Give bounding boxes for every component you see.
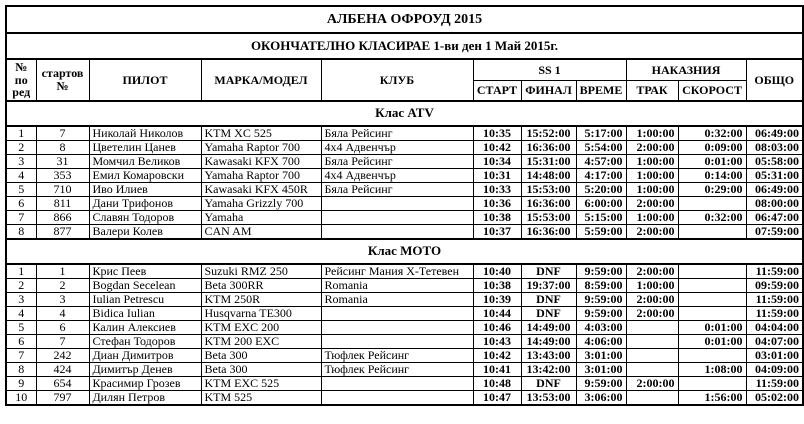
cell-ss1-start: 10:43 [473,334,521,348]
cell-club: Тюфлек Рейсинг [321,348,473,362]
cell-ss1-finish: DNF [521,264,576,279]
cell-club [321,390,473,405]
cell-start-number: 31 [36,154,89,168]
cell-pilot: Стефан Тодоров [89,334,201,348]
col-header-start: СТАРТ [473,80,521,100]
cell-ss1-finish: 15:53:00 [521,182,576,196]
table-row [6,348,803,362]
cell-ss1-time: 5:15:00 [576,210,626,224]
cell-ss1-finish: 13:53:00 [521,390,576,405]
cell-make-model: KTM 200 EXC [201,334,321,348]
cell-start-number: 866 [36,210,89,224]
cell-ss1-time: 9:59:00 [576,376,626,390]
cell-make-model: KTM 250R [201,292,321,306]
cell-make-model: Yamaha [201,210,321,224]
table-row [6,126,803,141]
cell-ss1-time: 4:57:00 [576,154,626,168]
col-header-track: ТРАК [626,80,678,100]
cell-start-number: 1 [36,264,89,279]
cell-position: 2 [6,278,36,292]
cell-penalty-track: 2:00:00 [626,196,678,210]
cell-total: 05:58:00 [746,154,803,168]
cell-club: 4x4 Адвенчър [321,140,473,154]
cell-ss1-time: 6:00:00 [576,196,626,210]
cell-ss1-time: 4:03:00 [576,320,626,334]
cell-position: 9 [6,376,36,390]
cell-penalty-track: 1:00:00 [626,278,678,292]
cell-club [321,196,473,210]
table-row [6,140,803,154]
cell-start-number: 710 [36,182,89,196]
cell-ss1-time: 5:17:00 [576,126,626,141]
col-header-position: № по ред [6,59,36,101]
cell-penalty-track [626,348,678,362]
cell-make-model: KTM 525 [201,390,321,405]
table-row [6,196,803,210]
table-row [6,278,803,292]
cell-ss1-start: 10:48 [473,376,521,390]
cell-start-number: 654 [36,376,89,390]
table-row [6,264,803,279]
cell-position: 8 [6,362,36,376]
cell-ss1-start: 10:31 [473,168,521,182]
cell-ss1-start: 10:34 [473,154,521,168]
results-table-body [6,101,803,405]
subtitle-row [6,33,803,59]
cell-make-model: KTM EXC 525 [201,376,321,390]
cell-total: 06:49:00 [746,126,803,141]
cell-pilot: Иво Илиев [89,182,201,196]
cell-pilot: Цветелин Цанев [89,140,201,154]
cell-ss1-start: 10:41 [473,362,521,376]
cell-pilot: Крис Пеев [89,264,201,279]
cell-total: 11:59:00 [746,306,803,320]
cell-club: Бяла Рейсинг [321,154,473,168]
cell-club: Тюфлек Рейсинг [321,362,473,376]
col-header-speed: СКОРОСТ [678,80,746,100]
table-row [6,210,803,224]
cell-total: 03:01:00 [746,348,803,362]
cell-make-model: Yamaha Raptor 700 [201,168,321,182]
cell-position: 5 [6,320,36,334]
cell-penalty-track: 1:00:00 [626,210,678,224]
table-row [6,362,803,376]
cell-penalty-speed: 0:01:00 [678,334,746,348]
table-row [6,182,803,196]
cell-ss1-start: 10:33 [473,182,521,196]
cell-start-number: 877 [36,224,89,239]
cell-penalty-track [626,334,678,348]
cell-ss1-time: 8:59:00 [576,278,626,292]
cell-penalty-track: 2:00:00 [626,224,678,239]
cell-club: 4x4 Адвенчър [321,168,473,182]
cell-ss1-finish: 15:31:00 [521,154,576,168]
cell-ss1-start: 10:37 [473,224,521,239]
cell-ss1-time: 5:20:00 [576,182,626,196]
cell-ss1-start: 10:38 [473,210,521,224]
cell-ss1-finish: DNF [521,292,576,306]
cell-make-model: Yamaha Raptor 700 [201,140,321,154]
cell-ss1-finish: 14:49:00 [521,320,576,334]
cell-ss1-start: 10:44 [473,306,521,320]
cell-total: 05:02:00 [746,390,803,405]
cell-penalty-speed [678,196,746,210]
cell-penalty-speed [678,224,746,239]
cell-total: 08:00:00 [746,196,803,210]
cell-ss1-finish: 14:49:00 [521,334,576,348]
table-row [6,292,803,306]
col-header-club: КЛУБ [321,59,473,101]
cell-ss1-finish: 16:36:00 [521,224,576,239]
cell-pilot: Момчил Великов [89,154,201,168]
cell-make-model: Yamaha Grizzly 700 [201,196,321,210]
cell-club [321,334,473,348]
cell-make-model: KTM XC 525 [201,126,321,141]
cell-total: 06:49:00 [746,182,803,196]
cell-make-model: Kawasaki KFX 700 [201,154,321,168]
cell-club [321,224,473,239]
class-section-title: Клас ATV [6,101,803,126]
cell-total: 11:59:00 [746,292,803,306]
cell-penalty-track: 2:00:00 [626,306,678,320]
cell-make-model: Suzuki RMZ 250 [201,264,321,279]
cell-ss1-start: 10:39 [473,292,521,306]
cell-position: 10 [6,390,36,405]
cell-ss1-time: 3:01:00 [576,362,626,376]
cell-make-model: Beta 300 [201,348,321,362]
cell-ss1-start: 10:47 [473,390,521,405]
cell-ss1-time: 9:59:00 [576,306,626,320]
cell-position: 5 [6,182,36,196]
cell-pilot: Диан Димитров [89,348,201,362]
cell-ss1-start: 10:46 [473,320,521,334]
cell-club: Бяла Рейсинг [321,126,473,141]
cell-total: 11:59:00 [746,376,803,390]
cell-penalty-speed: 0:32:00 [678,126,746,141]
cell-ss1-finish: 13:42:00 [521,362,576,376]
cell-penalty-speed: 0:14:00 [678,168,746,182]
class-section-row [6,239,803,264]
cell-club [321,210,473,224]
cell-pilot: Валери Колев [89,224,201,239]
cell-total: 06:47:00 [746,210,803,224]
cell-position: 3 [6,292,36,306]
cell-ss1-start: 10:42 [473,348,521,362]
cell-club [321,306,473,320]
cell-make-model: Husqvarna TE300 [201,306,321,320]
table-row [6,334,803,348]
cell-ss1-finish: 14:48:00 [521,168,576,182]
table-row [6,376,803,390]
cell-penalty-speed [678,306,746,320]
col-group-penalties: НАКАЗНИЯ [626,59,746,80]
title-row [6,6,803,33]
cell-penalty-track: 1:00:00 [626,126,678,141]
cell-penalty-track: 2:00:00 [626,140,678,154]
cell-make-model: CAN AM [201,224,321,239]
cell-ss1-finish: 16:36:00 [521,140,576,154]
cell-penalty-track: 1:00:00 [626,182,678,196]
cell-start-number: 2 [36,278,89,292]
cell-make-model: Beta 300 [201,362,321,376]
cell-ss1-time: 4:17:00 [576,168,626,182]
cell-position: 1 [6,264,36,279]
cell-club [321,376,473,390]
cell-penalty-track: 1:00:00 [626,154,678,168]
cell-position: 7 [6,348,36,362]
cell-penalty-speed: 0:09:00 [678,140,746,154]
cell-start-number: 7 [36,126,89,141]
cell-pilot: Iulian Petrescu [89,292,201,306]
cell-make-model: Kawasaki KFX 450R [201,182,321,196]
cell-ss1-time: 9:59:00 [576,264,626,279]
cell-total: 08:03:00 [746,140,803,154]
cell-make-model: KTM EXC 200 [201,320,321,334]
cell-ss1-time: 5:54:00 [576,140,626,154]
cell-penalty-speed: 0:01:00 [678,154,746,168]
cell-penalty-speed [678,348,746,362]
col-header-pilot: ПИЛОТ [89,59,201,101]
cell-ss1-start: 10:38 [473,278,521,292]
col-header-time: ВРЕМЕ [576,80,626,100]
cell-total: 04:09:00 [746,362,803,376]
cell-ss1-time: 3:06:00 [576,390,626,405]
cell-pilot: Красимир Грозев [89,376,201,390]
cell-pilot: Bidica Iulian [89,306,201,320]
results-table [5,5,804,406]
col-header-total: ОБЩО [746,59,803,101]
cell-make-model: Beta 300RR [201,278,321,292]
cell-position: 1 [6,126,36,141]
classification-subtitle: ОКОНЧАТЕЛНО КЛАСИРАЕ 1-ви ден 1 Май 2015г. [6,33,803,59]
cell-penalty-track: 1:00:00 [626,168,678,182]
cell-start-number: 4 [36,306,89,320]
cell-total: 05:31:00 [746,168,803,182]
col-header-make-model: МАРКА/МОДЕЛ [201,59,321,101]
cell-start-number: 242 [36,348,89,362]
cell-total: 07:59:00 [746,224,803,239]
cell-penalty-speed: 1:08:00 [678,362,746,376]
cell-penalty-track: 2:00:00 [626,376,678,390]
cell-penalty-speed [678,376,746,390]
cell-pilot: Калин Алексиев [89,320,201,334]
cell-penalty-track: 2:00:00 [626,264,678,279]
cell-pilot: Дилян Петров [89,390,201,405]
cell-pilot: Дани Трифонов [89,196,201,210]
cell-ss1-time: 4:06:00 [576,334,626,348]
cell-position: 8 [6,224,36,239]
cell-position: 4 [6,168,36,182]
class-section-row [6,101,803,126]
cell-ss1-start: 10:42 [473,140,521,154]
cell-ss1-start: 10:36 [473,196,521,210]
cell-penalty-speed: 0:29:00 [678,182,746,196]
cell-club: Romania [321,292,473,306]
cell-penalty-speed [678,292,746,306]
cell-club: Рейсинг Мания Х-Тетевен [321,264,473,279]
cell-start-number: 6 [36,320,89,334]
event-title: АЛБЕНА ОФРОУД 2015 [6,6,803,33]
cell-penalty-track [626,390,678,405]
class-section-title: Клас МОТО [6,239,803,264]
cell-position: 7 [6,210,36,224]
table-row [6,320,803,334]
cell-penalty-speed [678,278,746,292]
cell-pilot: Николай Николов [89,126,201,141]
cell-ss1-finish: 15:53:00 [521,210,576,224]
cell-ss1-start: 10:35 [473,126,521,141]
column-header-row [6,59,803,80]
col-group-ss1: SS 1 [473,59,626,80]
cell-ss1-finish: 15:52:00 [521,126,576,141]
cell-penalty-speed: 0:32:00 [678,210,746,224]
cell-start-number: 811 [36,196,89,210]
cell-position: 6 [6,196,36,210]
table-row [6,390,803,405]
cell-position: 3 [6,154,36,168]
cell-pilot: Славян Тодоров [89,210,201,224]
cell-club: Romania [321,278,473,292]
cell-start-number: 797 [36,390,89,405]
table-row [6,154,803,168]
cell-club [321,320,473,334]
col-header-finish: ФИНАЛ [521,80,576,100]
cell-ss1-finish: 19:37:00 [521,278,576,292]
cell-penalty-track: 2:00:00 [626,292,678,306]
table-row [6,224,803,239]
cell-start-number: 353 [36,168,89,182]
cell-pilot: Димитър Денев [89,362,201,376]
cell-position: 4 [6,306,36,320]
cell-penalty-track [626,362,678,376]
cell-total: 04:04:00 [746,320,803,334]
cell-position: 6 [6,334,36,348]
cell-ss1-time: 9:59:00 [576,292,626,306]
cell-pilot: Емил Комаровски [89,168,201,182]
col-header-start-number: стартов № [36,59,89,101]
cell-penalty-speed: 1:56:00 [678,390,746,405]
cell-pilot: Bogdan Secelean [89,278,201,292]
cell-start-number: 424 [36,362,89,376]
cell-total: 09:59:00 [746,278,803,292]
cell-start-number: 8 [36,140,89,154]
cell-ss1-start: 10:40 [473,264,521,279]
cell-penalty-track [626,320,678,334]
cell-total: 11:59:00 [746,264,803,279]
cell-ss1-time: 5:59:00 [576,224,626,239]
cell-ss1-finish: 16:36:00 [521,196,576,210]
cell-position: 2 [6,140,36,154]
cell-start-number: 7 [36,334,89,348]
cell-club: Бяла Рейсинг [321,182,473,196]
cell-ss1-finish: 13:43:00 [521,348,576,362]
cell-ss1-finish: DNF [521,376,576,390]
cell-ss1-finish: DNF [521,306,576,320]
cell-total: 04:07:00 [746,334,803,348]
cell-penalty-speed: 0:01:00 [678,320,746,334]
table-row [6,168,803,182]
cell-penalty-speed [678,264,746,279]
table-row [6,306,803,320]
cell-start-number: 3 [36,292,89,306]
cell-ss1-time: 3:01:00 [576,348,626,362]
